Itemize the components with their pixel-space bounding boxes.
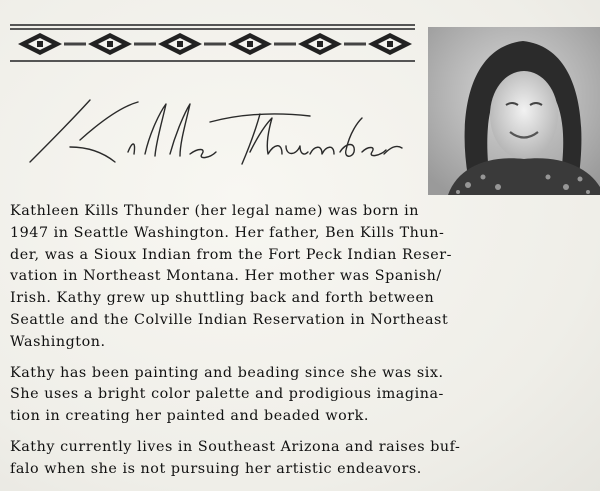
beadwork-link-icon xyxy=(204,43,226,46)
beadwork-link-icon xyxy=(134,43,156,46)
beadwork-center-icon xyxy=(177,41,183,47)
bio-paragraph-1: Kathleen Kills Thunder (her legal name) was born in 1947 in Seattle Washington. Her father, Ben Kills Thun- der, was a Sioux Indian from the Fort Peck Indian Reser- vation in Northeast Montana. Her mother was Spanish/ Irish. Kathy grew up shuttling back and forth between Seattle and the Colville Indian Reservation in Northeast Washington. xyxy=(10,203,452,350)
bio-paragraph-3: Kathy currently lives in Southeast Arizona and raises buf- falo when she is not pursuing her artistic endeavors. xyxy=(10,438,461,477)
biography-text xyxy=(10,201,592,490)
portrait-icon xyxy=(428,27,600,195)
bio-paragraph-2: Kathy has been painting and beading since she was six. She uses a bright color palette and prodigious imagina- tion in creating her painted and beaded work. xyxy=(10,364,444,425)
beadwork-center-icon xyxy=(107,41,113,47)
beadwork-link-icon xyxy=(64,43,86,46)
beadwork-center-icon xyxy=(247,41,253,47)
beadwork-center-icon xyxy=(387,41,393,47)
beadwork-link-icon xyxy=(274,43,296,46)
beadwork-center-icon xyxy=(317,41,323,47)
portrait-photo xyxy=(428,27,600,195)
beadwork-border-icon xyxy=(10,24,415,64)
signature-icon xyxy=(10,92,410,172)
beadwork-link-icon xyxy=(344,43,366,46)
beadwork-center-icon xyxy=(37,41,43,47)
